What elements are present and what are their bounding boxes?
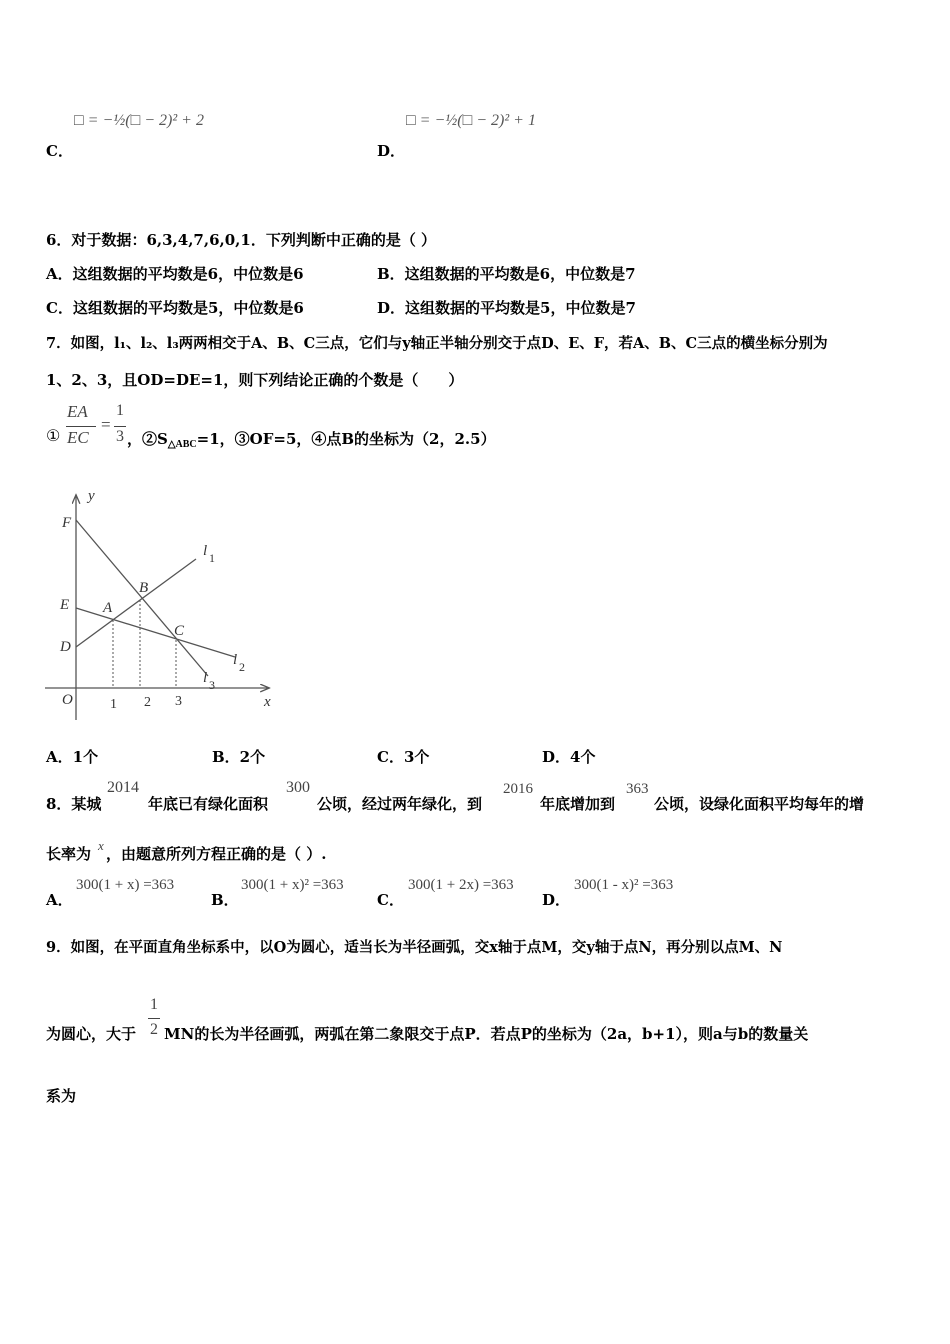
q8-value-300: 300 — [286, 779, 310, 796]
q9-line3: 系为 — [46, 1087, 77, 1105]
q8-year-2016: 2016 — [503, 781, 533, 797]
q7-circle-1: ① — [46, 426, 61, 445]
q7-conclusions — [127, 428, 496, 450]
label-f: F — [62, 515, 72, 531]
label-d: D — [60, 639, 71, 655]
q7-option-c: C．3个 — [377, 748, 430, 766]
label-l3-sub: 3 — [209, 678, 215, 692]
q6-option-b: B．这组数据的平均数是6，中位数是7 — [377, 265, 636, 283]
q7-figure — [40, 480, 290, 730]
option-d-label: D． — [377, 142, 406, 160]
q7-option-a: A．1个 — [46, 748, 99, 766]
q8-option-d-label: D． — [542, 891, 571, 909]
q8-option-b-eq: 300(1 + x)² =363 — [241, 877, 344, 893]
option-c-label: C． — [46, 142, 73, 160]
tick-2: 2 — [144, 695, 151, 710]
q8-option-b-label: B． — [211, 891, 239, 909]
label-l1-sub: 1 — [209, 551, 215, 565]
label-b: B — [139, 580, 149, 596]
q8-option-a-eq: 300(1 + x) =363 — [76, 877, 175, 893]
q6-option-d: D．这组数据的平均数是5，中位数是7 — [377, 299, 636, 317]
label-l1: l — [203, 543, 208, 559]
label-l2: l — [233, 652, 238, 668]
q7-option-d: D．4个 — [542, 748, 596, 766]
q9-line2-post: MN的长为半径画弧，两弧在第二象限交于点P．若点P的坐标为（2a，b+1），则a与b的数量关 — [164, 1025, 809, 1043]
tick-3: 3 — [175, 694, 182, 709]
q9-half-den: 2 — [150, 1021, 158, 1038]
tick-1: 1 — [110, 697, 117, 712]
q9-line1: 9．如图，在平面直角坐标系中，以O为圆心，适当长为半径画弧，交x轴于点M，交y轴于点N，再分别以点M、N — [46, 939, 783, 956]
q8-option-c-label: C． — [377, 891, 404, 909]
q8-p5: 公顷，设绿化面积平均每年的增 — [654, 795, 865, 813]
option-d-formula: □ = −½(□ − 2)² + 1 — [406, 112, 536, 129]
q8-year-2014: 2014 — [107, 779, 139, 796]
q6-option-c: C．这组数据的平均数是5，中位数是6 — [46, 299, 304, 317]
q8-p2: 年底已有绿化面积 — [148, 795, 269, 813]
q7-frac-bar — [66, 426, 96, 427]
q7-stem-line2: 1、2、3，且OD=DE=1，则下列结论正确的个数是（ ） — [46, 371, 464, 389]
line-l2 — [76, 608, 235, 657]
q8-p4: 年底增加到 — [540, 795, 616, 813]
q8-line2-post: ，由题意所列方程正确的是（ ）. — [106, 845, 327, 863]
label-l3: l — [203, 670, 208, 686]
q6-option-a: A．这组数据的平均数是6，中位数是6 — [46, 265, 304, 283]
label-l2-sub: 2 — [239, 660, 245, 674]
q8-var-x: x — [98, 838, 104, 853]
q7-eq: = — [101, 415, 111, 434]
label-c: C — [174, 623, 185, 639]
label-x: x — [264, 694, 271, 710]
q7-val-den: 3 — [116, 428, 124, 445]
q9-half-bar — [148, 1018, 160, 1019]
q7-val-bar — [114, 426, 126, 427]
q8-option-c-eq: 300(1 + 2x) =363 — [408, 877, 514, 893]
label-e: E — [60, 597, 70, 613]
q7-rest-pre: ，②S — [127, 430, 168, 448]
q8-value-363: 363 — [626, 781, 649, 797]
q7-frac-den: EC — [67, 428, 89, 447]
q8-option-d-eq: 300(1 - x)² =363 — [574, 877, 674, 893]
q8-p1: 8．某城 — [46, 795, 102, 813]
q8-line2-pre: 长率为 — [46, 845, 92, 863]
q7-frac-num: EA — [67, 402, 88, 421]
q7-stem-line1: 7．如图，l₁、l₂、l₃两两相交于A、B、C三点，它们与y轴正半轴分别交于点D、E、F，若A、B、C三点的横坐标分别为 — [46, 335, 828, 352]
q7-rest-post: =1，③OF=5，④点B的坐标为（2，2.5） — [196, 430, 496, 448]
q9-half-num: 1 — [150, 996, 158, 1013]
label-origin: O — [62, 692, 73, 708]
label-y: y — [88, 488, 95, 504]
q7-option-b: B．2个 — [212, 748, 266, 766]
q6-stem: 6．对于数据：6,3,4,7,6,0,1．下列判断中正确的是（ ） — [46, 231, 437, 249]
q8-option-a-label: A． — [46, 891, 73, 909]
q8-p3: 公顷，经过两年绿化，到 — [317, 795, 483, 813]
option-c-formula: □ = −½(□ − 2)² + 2 — [74, 112, 204, 129]
q9-line2-pre: 为圆心，大于 — [46, 1025, 137, 1043]
q7-rest-sub: △ABC — [167, 439, 197, 450]
label-a: A — [103, 600, 113, 616]
q7-val-num: 1 — [116, 402, 124, 419]
